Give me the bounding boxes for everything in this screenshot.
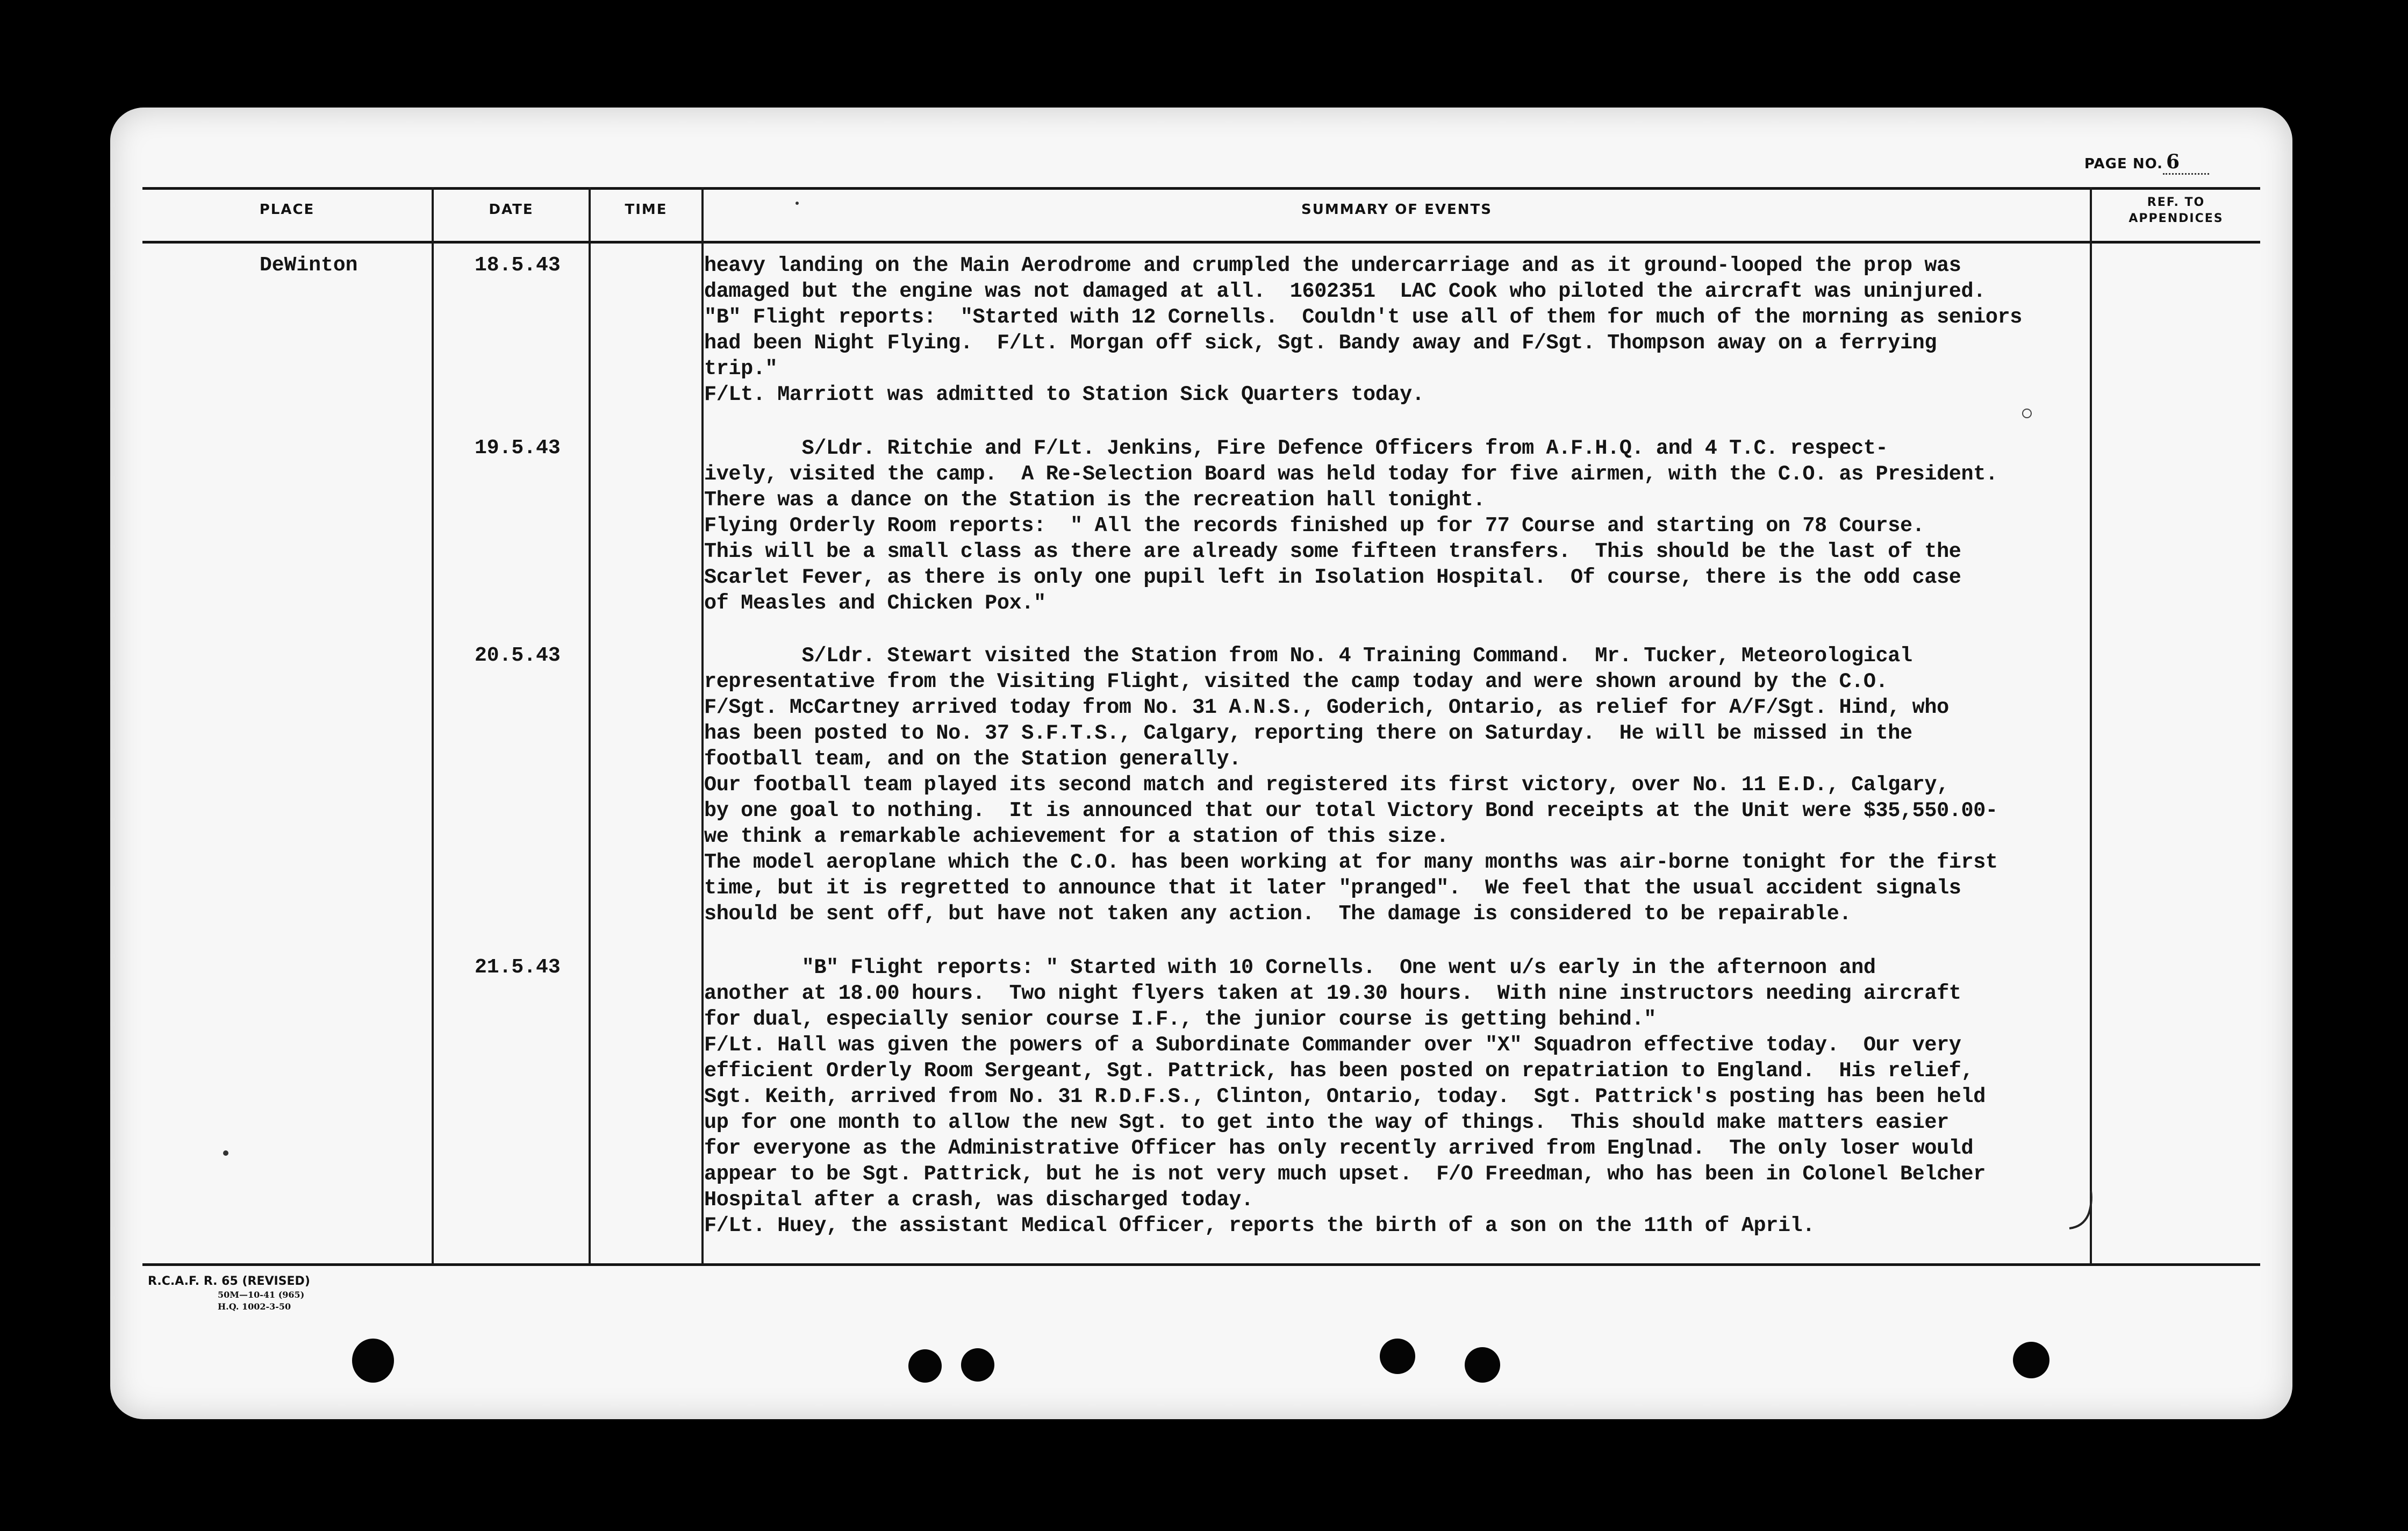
summary-line: had been Night Flying. F/Lt. Morgan off sick, Sgt. Bandy away and F/Sgt. Thompson away on a ferrying — [704, 331, 1937, 355]
punch-hole — [1380, 1339, 1415, 1374]
summary-line: Flying Orderly Room reports: " All the records finished up for 77 Course and starting on 78 Course. — [704, 514, 1925, 538]
summary-line: Scarlet Fever, as there is only one pupil left in Isolation Hospital. Of course, there is the odd case — [704, 566, 1961, 589]
date-entry-2: 19.5.43 — [475, 437, 561, 460]
form-number — [148, 1274, 310, 1313]
place-entry: DeWinton — [260, 254, 358, 277]
summary-line: Our football team played its second match and registered its first victory, over No. 11 E.D., Calgary, — [704, 773, 1949, 797]
column-divider-place — [432, 187, 434, 1264]
summary-line: F/Sgt. McCartney arrived today from No. 31 A.N.S., Goderich, Ontario, as relief for A/F/Sgt. Hind, who — [704, 696, 1949, 719]
summary-line: up for one month to allow the new Sgt. to get into the way of things. This should make matters easier — [704, 1111, 1949, 1134]
column-divider-time — [701, 187, 704, 1264]
summary-line: representative from the Visiting Flight, visited the camp today and were shown around by the C.O. — [704, 670, 1888, 693]
summary-line: trip." — [704, 357, 778, 381]
summary-line: The model aeroplane which the C.O. has been working at for many months was air-borne tonight for the first — [704, 850, 1998, 874]
column-divider-date — [589, 187, 591, 1264]
summary-line: by one goal to nothing. It is announced that our total Victory Bond receipts at the Unit were $35,550.00- — [704, 799, 1998, 822]
summary-line: has been posted to No. 37 S.F.T.S., Calgary, reporting there on Saturday. He will be missed in the — [704, 721, 1912, 745]
column-header-ref — [2092, 195, 2260, 227]
summary-line: time, but it is regretted to announce that it later "pranged". We feel that the usual accident signals — [704, 876, 1961, 900]
column-header-ref-line2: APPENDICES — [2128, 212, 2224, 225]
header-bottom-rule — [142, 241, 2260, 244]
summary-line: another at 18.00 hours. Two night flyers taken at 19.30 hours. With nine instructors needing aircraft — [704, 982, 1961, 1005]
table-bottom-rule — [142, 1263, 2260, 1266]
page-number-label: PAGE NO. — [2084, 156, 2163, 172]
summary-line: we think a remarkable achievement for a station of this size. — [704, 825, 1449, 848]
summary-line: F/Lt. Hall was given the powers of a Subordinate Commander over "X" Squadron effective today. Our very — [704, 1033, 1961, 1057]
paper-speck — [2022, 409, 2032, 418]
punch-hole — [961, 1348, 994, 1382]
summary-line: football team, and on the Station generally. — [704, 747, 1241, 771]
summary-line: S/Ldr. Ritchie and F/Lt. Jenkins, Fire Defence Officers from A.F.H.Q. and 4 T.C. respect- — [704, 437, 1888, 460]
page-number — [2084, 151, 2209, 175]
summary-line: damaged but the engine was not damaged at all. 1602351 LAC Cook who piloted the aircraft was uninjured. — [704, 280, 1986, 303]
check-mark-icon — [2067, 1188, 2099, 1236]
column-header-summary: SUMMARY OF EVENTS — [1301, 202, 1492, 218]
punch-hole — [2013, 1342, 2049, 1378]
summary-line: Hospital after a crash, was discharged today. — [704, 1188, 1253, 1212]
column-header-date: DATE — [489, 202, 534, 218]
summary-line: S/Ldr. Stewart visited the Station from No. 4 Training Command. Mr. Tucker, Meteorological — [704, 644, 1912, 668]
summary-line: ively, visited the camp. A Re-Selection Board was held today for five airmen, with the C.O. as President. — [704, 462, 1998, 486]
punch-hole — [1465, 1347, 1500, 1383]
summary-line: should be sent off, but have not taken any action. The damage is considered to be repairable. — [704, 902, 1852, 926]
summary-line: appear to be Sgt. Pattrick, but he is not very much upset. F/O Freedman, who has been in Colonel Belcher — [704, 1162, 1986, 1186]
summary-line: There was a dance on the Station is the recreation hall tonight. — [704, 488, 1486, 512]
summary-line: "B" Flight reports: " Started with 10 Cornells. One went u/s early in the afternoon and — [704, 956, 1876, 979]
column-header-ref-line1: REF. TO — [2147, 196, 2205, 209]
form-number-line2: 50M—10-41 (965) — [218, 1290, 305, 1300]
summary-line: "B" Flight reports: "Started with 12 Cornells. Couldn't use all of them for much of the morning as seniors — [704, 305, 2023, 329]
paper-speck — [796, 202, 799, 205]
summary-line: F/Lt. Huey, the assistant Medical Officer, reports the birth of a son on the 11th of April. — [704, 1214, 1815, 1237]
column-divider-summary — [2090, 187, 2092, 1264]
summary-line: F/Lt. Marriott was admitted to Station Sick Quarters today. — [704, 383, 1424, 406]
date-entry-4: 21.5.43 — [475, 956, 561, 979]
column-header-time: TIME — [625, 202, 668, 218]
column-header-place: PLACE — [259, 202, 315, 218]
punch-hole — [908, 1349, 942, 1383]
date-entry-3: 20.5.43 — [475, 644, 561, 667]
page-number-value: 6 — [2163, 151, 2209, 175]
form-number-line3: H.Q. 1002-3-50 — [218, 1301, 291, 1312]
summary-line: heavy landing on the Main Aerodrome and crumpled the undercarriage and as it ground-looped the prop was — [704, 254, 1961, 277]
punch-hole — [352, 1339, 394, 1383]
summary-line: efficient Orderly Room Sergeant, Sgt. Pattrick, has been posted on repatriation to England. His relief, — [704, 1059, 1974, 1083]
summary-line: Sgt. Keith, arrived from No. 31 R.D.F.S., Clinton, Ontario, today. Sgt. Pattrick's posting has been held — [704, 1085, 1986, 1108]
diary-page — [110, 108, 2292, 1419]
summary-line: for dual, especially senior course I.F., the junior course is getting behind." — [704, 1007, 1656, 1031]
form-number-line1: R.C.A.F. R. 65 (REVISED) — [148, 1275, 310, 1288]
summary-line: This will be a small class as there are already some fifteen transfers. This should be the last of the — [704, 540, 1961, 563]
summary-line: for everyone as the Administrative Officer has only recently arrived from Englnad. The only loser would — [704, 1136, 1974, 1160]
date-entry-1: 18.5.43 — [475, 254, 561, 277]
header-top-rule — [142, 187, 2260, 190]
summary-line: of Measles and Chicken Pox." — [704, 591, 1046, 615]
paper-speck — [223, 1150, 228, 1156]
